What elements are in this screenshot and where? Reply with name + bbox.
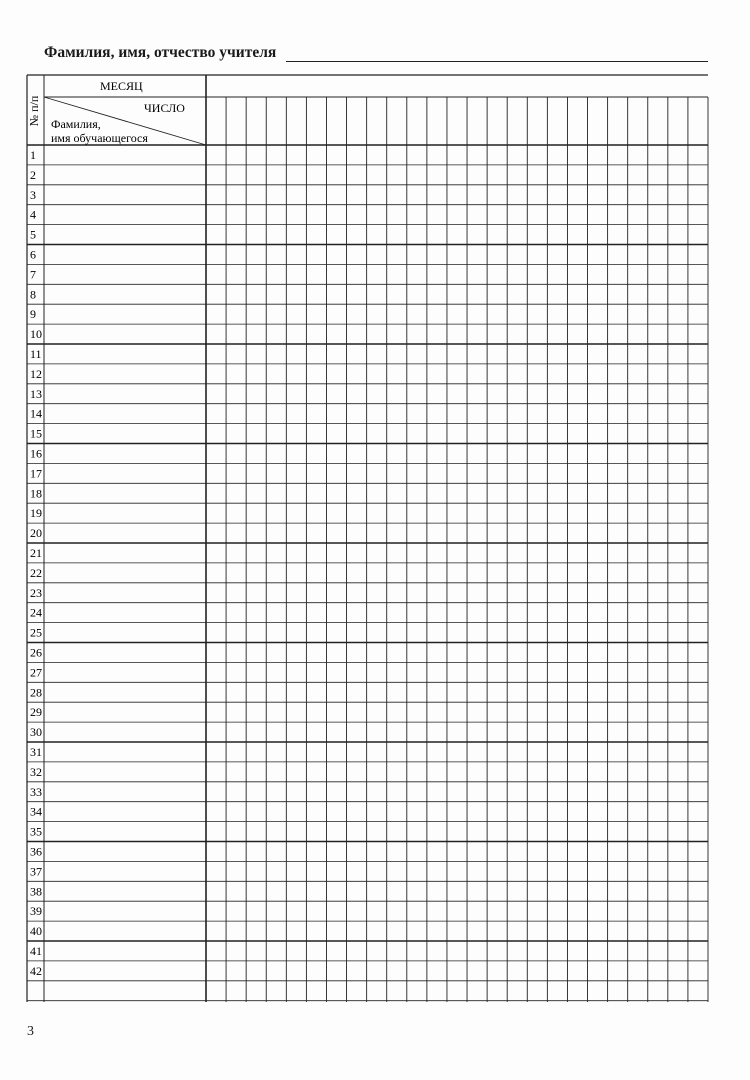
row-number: 13 [30, 386, 42, 401]
teacher-name-label: Фамилия, имя, отчество учителя [44, 44, 277, 61]
row-number: 6 [30, 247, 36, 262]
row-number: 30 [30, 725, 42, 740]
row-number: 36 [30, 844, 42, 859]
row-number: 16 [30, 446, 42, 461]
row-number: 33 [30, 784, 42, 799]
row-number: 23 [30, 585, 42, 600]
name-label-line1: Фамилия, [51, 117, 101, 131]
row-number: 18 [30, 486, 42, 501]
row-number: 35 [30, 824, 42, 839]
row-number: 12 [30, 366, 42, 381]
row-number: 41 [30, 944, 42, 958]
row-number: 21 [30, 546, 42, 560]
row-number: 39 [30, 904, 42, 919]
row-number: 4 [30, 207, 36, 222]
row-number: 17 [30, 466, 42, 481]
row-number: 31 [30, 745, 42, 759]
row-number: 26 [30, 645, 42, 660]
grid-text [27, 79, 185, 145]
date-label: ЧИСЛО [144, 101, 185, 115]
row-number: 38 [30, 884, 42, 899]
row-number: 34 [30, 804, 42, 819]
row-number: 15 [30, 426, 42, 441]
row-number: 25 [30, 625, 42, 640]
page-number: 3 [27, 1024, 34, 1039]
row-number: 8 [30, 287, 36, 302]
row-number: 32 [30, 764, 42, 779]
row-number: 2 [30, 167, 36, 182]
row-number: 29 [30, 705, 42, 720]
row-number: 40 [30, 924, 42, 939]
row-number: 10 [30, 327, 42, 342]
number-column-header: № п/п [27, 95, 41, 127]
row-number: 24 [30, 605, 42, 620]
name-label-line2: имя обучающегося [51, 131, 148, 145]
row-number: 37 [30, 864, 42, 879]
row-number: 3 [30, 187, 36, 202]
row-number: 9 [30, 307, 36, 322]
row-number: 1 [30, 148, 36, 162]
row-number: 11 [30, 347, 42, 361]
month-label: МЕСЯЦ [100, 79, 143, 93]
row-number: 7 [30, 267, 36, 282]
row-number: 5 [30, 227, 36, 242]
row-number: 19 [30, 506, 42, 521]
grid-lines [27, 75, 708, 1002]
row-number: 14 [30, 406, 42, 421]
row-number: 28 [30, 685, 42, 700]
row-number: 27 [30, 665, 42, 680]
row-number: 22 [30, 565, 42, 580]
row-number: 20 [30, 526, 42, 541]
row-number: 42 [30, 963, 42, 978]
